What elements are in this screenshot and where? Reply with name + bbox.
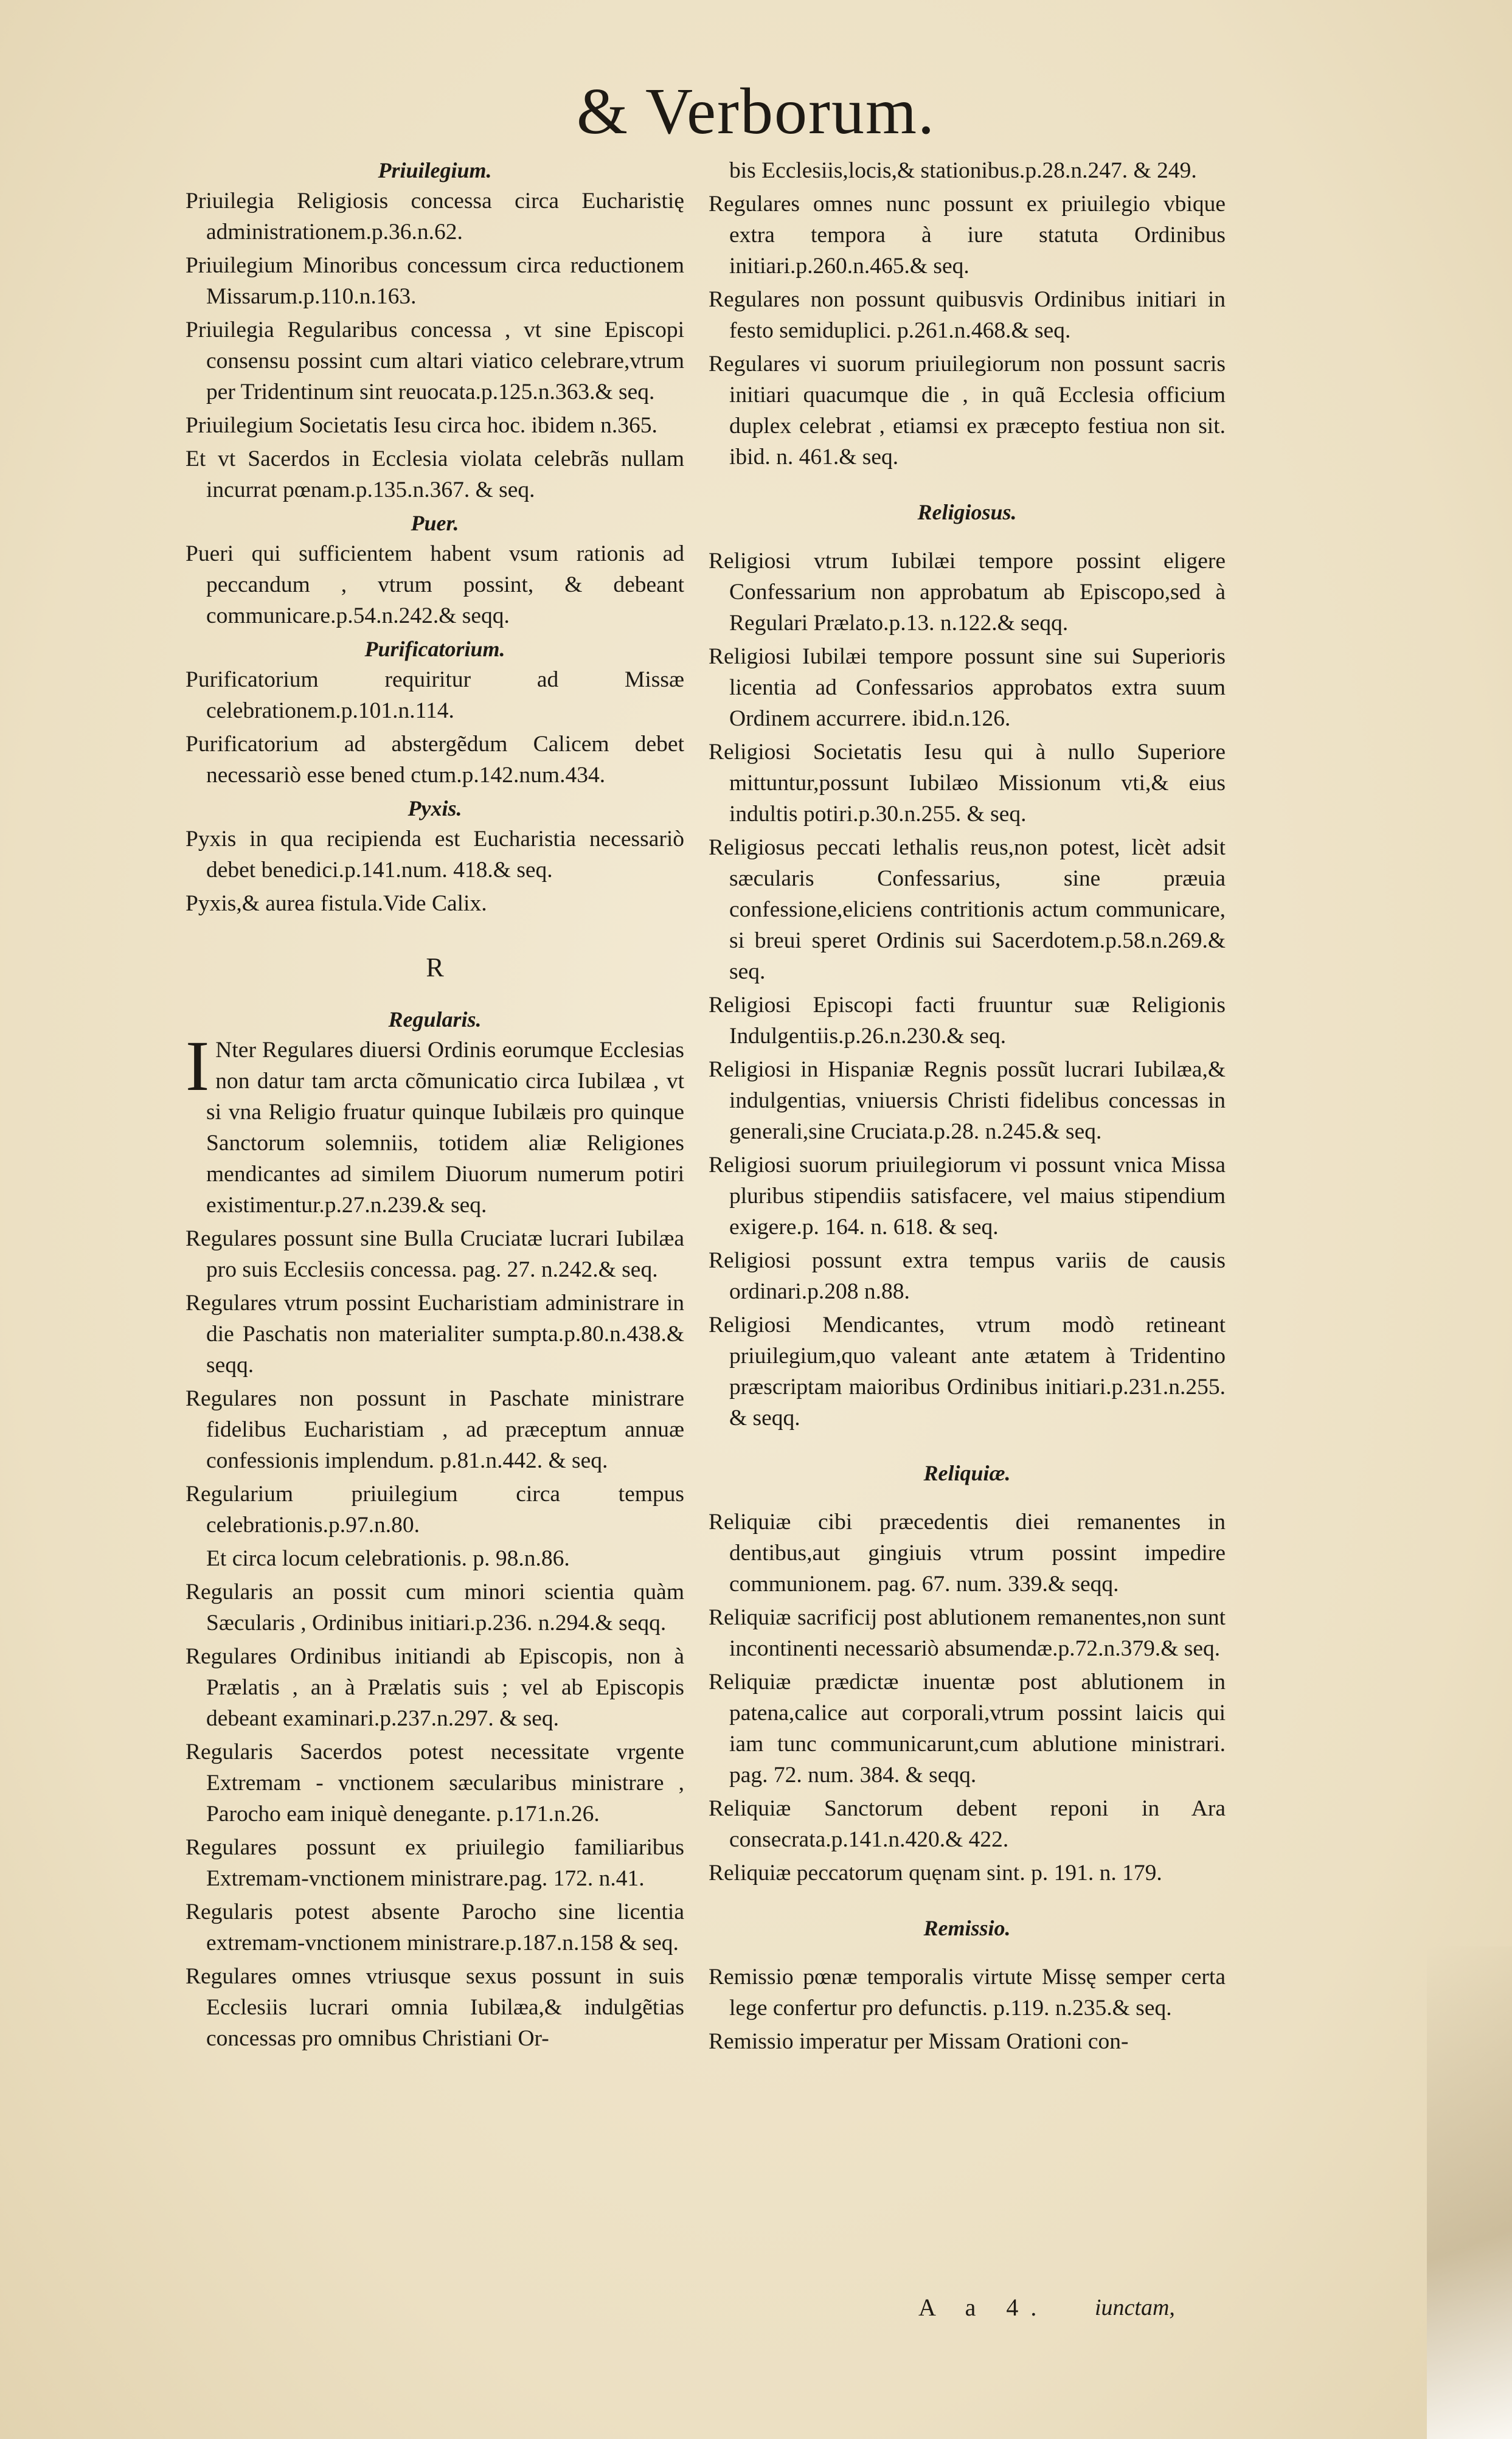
- index-entry: Regulares possunt ex priuilegio familiaribus Extremam-vnctionem ministrare.pag. 172. n.41.: [186, 1835, 684, 1891]
- section-heading-reliquiae: Reliquiæ.: [923, 1461, 1011, 1485]
- index-entry: Religiosus peccati lethalis reus,non potest, licèt adsit sæcularis Confessarius, sine præuia confessione,eliciens contritionis actum communicare, si breui speret Ordinis sui Sacerdotem.p.58.n.269.& seq.: [709, 835, 1226, 984]
- index-entry-continuation: bis Ecclesiis,locis,& stationibus.p.28.n.247. & 249.: [729, 158, 1197, 183]
- index-entry: Religiosi Iubilæi tempore possunt sine sui Superioris licentia ad Confessarios approbatos extra suum Ordinem accurrere. ibid.n.126.: [709, 644, 1226, 731]
- index-entry: Regularis an possit cum minori scientia quàm Sæcularis , Ordinibus initiari.p.236. n.294.& seqq.: [186, 1580, 684, 1636]
- section-heading-priuilegium: Priuilegium.: [378, 158, 492, 182]
- index-entry: Regulares non possunt quibusvis Ordinibus initiari in festo semiduplici. p.261.n.468.& seq.: [709, 287, 1226, 343]
- index-entry: Remissio imperatur per Missam Orationi con-: [709, 2029, 1129, 2054]
- index-entry: Priuilegium Societatis Iesu circa hoc. ibidem n.365.: [186, 413, 657, 438]
- index-entry: Religiosi vtrum Iubilæi tempore possint eligere Confessarium non approbatum ab Episcopo,sed à Regulari Prælato.p.13. n.122.& seqq.: [709, 549, 1226, 636]
- section-heading-purificatorium: Purificatorium.: [364, 637, 505, 661]
- index-entry: Reliquiæ Sanctorum debent reponi in Ara consecrata.p.141.n.420.& 422.: [709, 1796, 1226, 1852]
- index-entry: Reliquiæ cibi præcedentis diei remanentes in dentibus,aut gingiuis vtrum possint impedire communionem. pag. 67. num. 339.& seqq.: [709, 1510, 1226, 1597]
- section-heading-pyxis: Pyxis.: [407, 796, 462, 821]
- index-entry: Regularium priuilegium circa tempus celebrationis.p.97.n.80.: [186, 1482, 684, 1538]
- index-entry: Regulares vtrum possint Eucharistiam administrare in die Paschatis non materialiter sumpta.p.80.n.438.& seqq.: [186, 1291, 684, 1378]
- section-heading-religiosus: Religiosus.: [917, 500, 1017, 524]
- index-entry: Regularis Sacerdos potest necessitate vrgente Extremam - vnctionem sæcularibus ministrare , Parocho eam iniquè denegante. p.171.n.26.: [186, 1740, 684, 1827]
- section-heading-puer: Puer.: [411, 511, 459, 535]
- index-entry: Reliquiæ prædictæ inuentæ post ablutionem in patena,calice aut corporali,vtrum possint laicis qui iam tunc communicarunt,cum ablutione ministrari. pag. 72. num. 384. & seqq.: [709, 1670, 1226, 1788]
- page-edge-shadow: [1427, 1946, 1512, 2439]
- index-sub-entry: Et circa locum celebrationis. p. 98.n.86.: [206, 1546, 570, 1571]
- index-entry: Regulares possunt sine Bulla Cruciatæ lucrari Iubilæa pro suis Ecclesiis concessa. pag. 27. n.242.& seq.: [186, 1226, 684, 1282]
- catchword: iunctam,: [1095, 2295, 1175, 2320]
- index-entry: Regulares omnes vtriusque sexus possunt in suis Ecclesiis lucrari omnia Iubilæa,& indulgẽtias concessas pro omnibus Christiani Or-: [186, 1964, 684, 2051]
- section-heading-remissio: Remissio.: [923, 1916, 1011, 1940]
- index-entry: Regulares Ordinibus initiandi ab Episcopis, non à Prælatis , an à Prælatis suis ; vel ab Episcopis debeant examinari.p.237.n.297. & seq.: [186, 1644, 684, 1731]
- index-entry-first: [186, 1026, 684, 1221]
- index-entry: Purificatorium requiritur ad Missæ celebrationem.p.101.n.114.: [186, 667, 684, 723]
- index-entry-text: Nter Regulares diuersi Ordinis eorumque Ecclesias non datur tam arcta cõmunicatio circa Iubilæa , vt si vna Religio fruatur quinque Iubilæis pro quinque Sanctorum solemniis, totidem aliæ Religiones mendicantes ad similem Diuorum numerum potiri existimentur.p.27.n.239.& seq.: [206, 1038, 684, 1218]
- index-entry: Regulares vi suorum priuilegiorum non possunt sacris initiari quacumque die , in quã Ecclesia officium duplex celebrat , etiamsi ex præcepto festiua non sit. ibid. n. 461.& seq.: [709, 352, 1226, 470]
- index-entry: Priuilegia Regularibus concessa , vt sine Episcopi consensu possint cum altari viatico celebrare,vtrum per Tridentinum sint reuocata.p.125.n.363.& seq.: [186, 317, 684, 404]
- index-entry: Religiosi in Hispaniæ Regnis possũt lucrari Iubilæa,& indulgentias, vniuersis Christi fidelibus concessas in generali,sine Cruciata.p.28. n.245.& seq.: [709, 1057, 1226, 1144]
- drop-cap: I: [186, 1026, 210, 1106]
- index-entry: Reliquiæ peccatorum quęnam sint. p. 191. n. 179.: [709, 1861, 1162, 1886]
- index-entry: Religiosi Mendicantes, vtrum modò retineant priuilegium,quo valeant ante ætatem à Tridentino præscriptam maioribus Ordinibus initiari.p.231.n.255. & seqq.: [709, 1313, 1226, 1431]
- index-entry: Purificatorium ad abstergẽdum Calicem debet necessariò esse bened ctum.p.142.num.434.: [186, 732, 684, 788]
- index-entry: Regulares non possunt in Paschate ministrare fidelibus Eucharistiam , ad præceptum annuæ confessionis implendum. p.81.n.442. & seq.: [186, 1386, 684, 1473]
- index-entry: Pyxis,& aurea fistula.Vide Calix.: [186, 891, 487, 916]
- alphabet-letter-heading: R: [426, 952, 444, 982]
- index-entry: Priuilegia Religiosis concessa circa Eucharistię administrationem.p.36.n.62.: [186, 189, 684, 245]
- section-heading-regularis: Regularis.: [388, 1007, 482, 1032]
- index-entry: Remissio pœnæ temporalis virtute Missę semper certa lege confertur pro defunctis. p.119. n.235.& seq.: [709, 1965, 1226, 2021]
- index-entry: Religiosi Societatis Iesu qui à nullo Superiore mittuntur,possunt Iubilæo Missionum vti,& eius indultis potiri.p.30.n.255. & seq.: [709, 740, 1226, 827]
- index-entry: Reliquiæ sacrificij post ablutionem remanentes,non sunt incontinenti necessariò absumendæ.p.72.n.379.& seq.: [709, 1605, 1226, 1661]
- index-entry: Priuilegium Minoribus concessum circa reductionem Missarum.p.110.n.163.: [186, 253, 684, 309]
- running-title: & Verborum.: [577, 75, 935, 148]
- right-column: [709, 155, 1226, 2059]
- index-entry: Religiosi suorum priuilegiorum vi possunt vnica Missa pluribus stipendiis satisfacere, vel maius stipendium exigere.p. 164. n. 618. & seq.: [709, 1153, 1226, 1240]
- index-entry: Et vt Sacerdos in Ecclesia violata celebrãs nullam incurrat pœnam.p.135.n.367. & seq.: [186, 446, 684, 502]
- index-entry: Pueri qui sufficientem habent vsum rationis ad peccandum , vtrum possint, & debeant communicare.p.54.n.242.& seqq.: [186, 541, 684, 628]
- left-column: [186, 155, 684, 2056]
- index-entry: Religiosi Episcopi facti fruuntur suæ Religionis Indulgentiis.p.26.n.230.& seq.: [709, 993, 1226, 1049]
- signature-mark: A a 4.: [918, 2294, 1049, 2321]
- index-entry: Regulares omnes nunc possunt ex priuilegio vbique extra tempora à iure statuta Ordinibus initiari.p.260.n.465.& seq.: [709, 192, 1226, 279]
- index-entry: Pyxis in qua recipienda est Eucharistia necessariò debet benedici.p.141.num. 418.& seq.: [186, 827, 684, 883]
- index-entry: Regularis potest absente Parocho sine licentia extremam-vnctionem ministrare.p.187.n.158 & seq.: [186, 1900, 684, 1955]
- index-entry: Religiosi possunt extra tempus variis de causis ordinari.p.208 n.88.: [709, 1248, 1226, 1304]
